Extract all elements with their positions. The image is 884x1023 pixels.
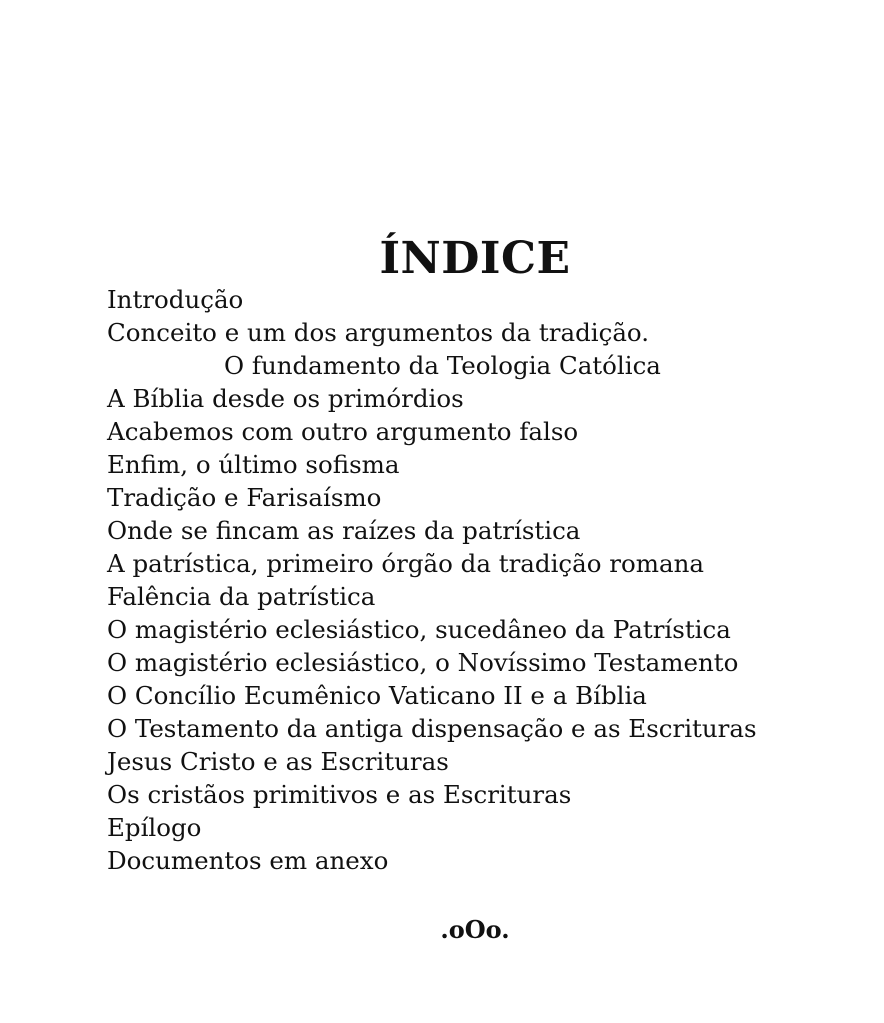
toc-entry: Jesus Cristo e as Escrituras	[107, 747, 449, 776]
toc-entry: Tradição e Farisaísmo	[107, 483, 382, 512]
toc-entry: Introdução	[107, 285, 244, 314]
toc-entry: A patrística, primeiro órgão da tradição romana	[107, 549, 704, 578]
toc-entry: O Testamento da antiga dispensação e as Escrituras	[107, 714, 757, 743]
toc-entry: Os cristãos primitivos e as Escrituras	[107, 780, 572, 809]
page-title: ÍNDICE	[379, 233, 571, 285]
toc-entry: Epílogo	[107, 813, 202, 842]
toc-entry: Conceito e um dos argumentos da tradição.	[107, 318, 650, 347]
toc-entry: Onde se fincam as raízes da patrística	[107, 516, 581, 545]
toc-entry: Enfim, o último sofisma	[107, 450, 400, 479]
end-ornament: .oOo.	[440, 915, 510, 944]
toc-entry: Falência da patrística	[107, 582, 376, 611]
toc-entry: Acabemos com outro argumento falso	[107, 417, 579, 446]
toc-entry: O magistério eclesiástico, o Novíssimo Testamento	[107, 648, 739, 677]
table-of-contents	[107, 283, 757, 877]
toc-entry: Documentos em anexo	[107, 846, 389, 875]
toc-entry: O magistério eclesiástico, sucedâneo da Patrística	[107, 615, 731, 644]
toc-entry: A Bíblia desde os primórdios	[107, 384, 464, 413]
toc-entry: O fundamento da Teologia Católica	[224, 351, 661, 380]
toc-entry: O Concílio Ecumênico Vaticano II e a Bíblia	[107, 681, 647, 710]
